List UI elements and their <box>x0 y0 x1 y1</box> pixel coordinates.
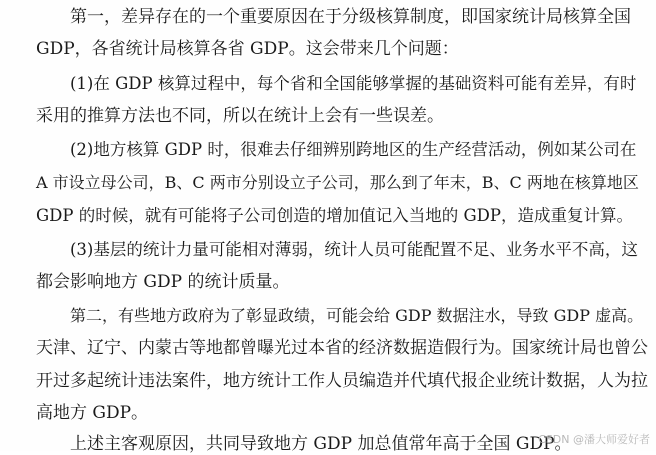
paragraph-2-line-2: 天津、辽宁、内蒙古等地都曾曝光过本省的经济数据造假行为。国家统计局也曾公 <box>36 338 648 358</box>
paragraph-2-line-3: 开过多起统计违法案件，地方统计工作人员编造并代填代报企业统计数据，人为拉 <box>36 371 648 391</box>
item-3-line-2: 都会影响地方 GDP 的统计质量。 <box>36 272 290 292</box>
item-2-line-3: GDP 的时候，就有可能将子公司创造的增加值记入当地的 GDP，造成重复计算。 <box>36 206 634 225</box>
watermark: CSDN @潘大师爱好者 <box>538 433 650 446</box>
paragraph-1-line-1: 第一，差异存在的一个重要原因在于分级核算制度，即国家统计局核算全国 <box>70 7 631 27</box>
item-2-line-1: (2)地方核算 GDP 时，很难去仔细辨别跨地区的生产经营活动，例如某公司在 <box>70 140 637 159</box>
item-2-line-2: A 市设立母公司，B、C 两市分别设立子公司，那么到了年末，B、C 两地在核算地区 <box>36 173 639 192</box>
paragraph-2-line-4: 高地方 GDP。 <box>36 403 149 423</box>
paragraph-1-line-2: GDP，各省统计局核算各省 GDP。这会带来几个问题： <box>36 39 459 59</box>
item-3-line-1: (3)基层的统计力量可能相对薄弱，统计人员可能配置不足、业务水平不高，这 <box>70 240 638 259</box>
paragraph-2-line-1: 第二，有些地方政府为了彰显政绩，可能会给 GDP 数据注水，导致 GDP 虚高。 <box>70 306 644 325</box>
conclusion-line: 上述主客观原因，共同导致地方 GDP 加总值常年高于全国 GDP。 <box>70 434 572 454</box>
item-1-line-2: 采用的推算方法也不同，所以在统计上会有一些误差。 <box>36 106 444 126</box>
item-1-line-1: (1)在 GDP 核算过程中，每个省和全国能够掌握的基础资料可能有差异，有时 <box>70 74 637 93</box>
